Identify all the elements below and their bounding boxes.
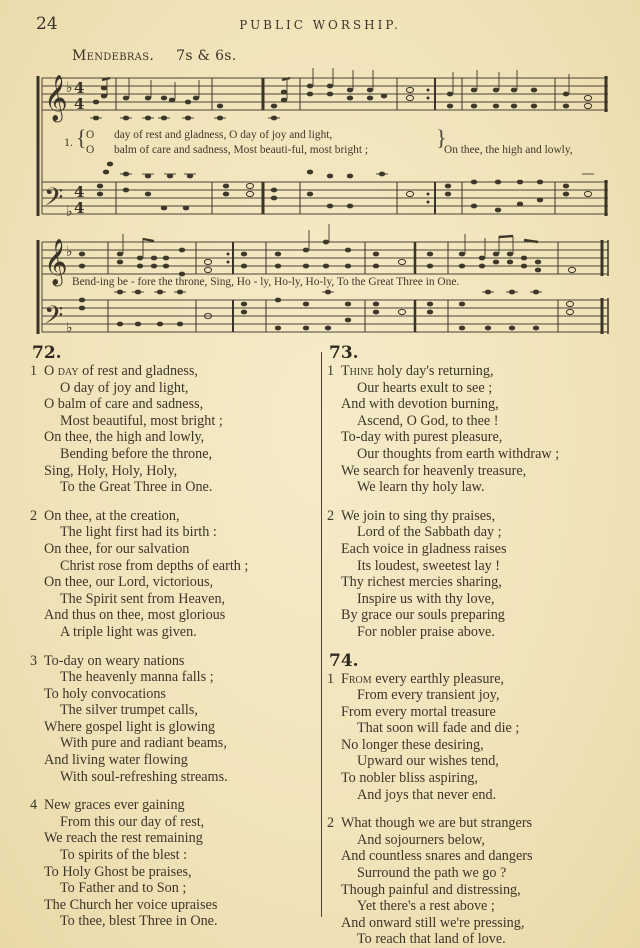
verse-line: We reach the rest remaining [44, 830, 203, 847]
column-divider [321, 352, 322, 917]
verse-line: To spirits of the blest : [60, 847, 188, 864]
verse-line: To Holy Ghost be praises, [44, 863, 192, 880]
svg-text:♭: ♭ [66, 244, 73, 260]
verse-line: The Church her voice upraises [44, 896, 218, 913]
verse-line: To holy convocations [44, 685, 166, 702]
verse-line: The heavenly manna falls ; [60, 669, 214, 686]
stanza-2 [30, 508, 310, 641]
verse-line: Each voice in gladness raises [341, 540, 507, 557]
verse-line: Christ rose from depths of earth ; [60, 557, 249, 574]
verse-line: Surround the path we go ? [357, 865, 507, 882]
verse-line: Though painful and distressing, [341, 881, 521, 898]
stanza-4 [30, 797, 310, 930]
verse-line: 1 O day of rest and gladness, [30, 363, 198, 379]
tune-meter: 7s & 6s. [176, 48, 237, 64]
verse-line: And living water flowing [44, 752, 188, 769]
stanza-number: 2 [30, 507, 38, 524]
hymn-number: 72. [32, 343, 62, 363]
lyric-line-1a: O [86, 129, 95, 141]
verse-line: 2 What though we are but strangers [327, 815, 533, 832]
verse-line: Lord of the Sabbath day ; [357, 524, 502, 541]
stanza-2 [327, 815, 627, 948]
verse-line: 2 On thee, at the creation, [30, 507, 180, 524]
lyric-line-1b: day of rest and gladness, O day of joy and light, [114, 129, 333, 141]
verse-line: The silver trumpet calls, [60, 702, 198, 719]
verse-line: Ascend, O God, to thee ! [357, 412, 499, 429]
svg-text:4: 4 [74, 79, 85, 97]
verse-line: O day of joy and light, [60, 379, 189, 396]
verse-line: By grace our souls preparing [341, 607, 505, 624]
verse-line: Upward our wishes tend, [357, 753, 499, 770]
lyric-line-2b: balm of care and sadness, Most beauti-ful, most bright ; [114, 144, 369, 156]
verse-line: O balm of care and sadness, [44, 396, 204, 413]
svg-text:♭: ♭ [66, 204, 73, 220]
stanza-number: 1 [30, 363, 38, 379]
verse-line: For nobler praise above. [357, 623, 495, 640]
verse-line: On thee, the high and lowly, [44, 429, 205, 446]
stanza-1 [327, 363, 627, 496]
system1-bass-staff [42, 182, 608, 214]
music-score [30, 64, 620, 344]
verse-line: And onward still we're pressing, [341, 914, 525, 931]
verse-line: To-day with purest pleasure, [341, 429, 503, 446]
verse-line: And sojourners below, [357, 831, 485, 848]
lyric-line-2a: O [86, 144, 95, 156]
stanza-number: 2 [327, 815, 335, 832]
lyric-line-system2: Bend-ing be - fore the throne, Sing, Ho - ly, Ho-ly, Ho-ly, To the Great Three in One. [72, 276, 460, 288]
verse-line: The light first had its birth : [60, 524, 217, 541]
verse-line: To the Great Three in One. [60, 479, 213, 496]
svg-text:4: 4 [74, 199, 85, 217]
verse-line: Thy richest mercies sharing, [341, 574, 502, 591]
treble-clef-icon: 𝄞 [44, 75, 68, 121]
verse-line: To nobler bliss aspiring, [341, 770, 478, 787]
stanza-2 [327, 508, 627, 641]
stanza-1 [327, 671, 627, 804]
left-column [30, 343, 310, 930]
stanza-1 [30, 363, 310, 496]
running-head: PUBLIC WORSHIP. [239, 18, 401, 32]
verse-line: 1 Thine holy day's returning, [327, 363, 494, 379]
verse-line: Yet there's a rest above ; [357, 898, 495, 915]
verse-line: Where gospel light is glowing [44, 718, 216, 735]
verse-line: We search for heavenly treasure, [341, 462, 527, 479]
verse-line: From every transient joy, [357, 687, 500, 704]
verse-line: 1 From every earthly pleasure, [327, 670, 505, 687]
verse-line: No longer these desiring, [341, 736, 484, 753]
svg-text:4: 4 [74, 183, 85, 201]
svg-text:♭: ♭ [66, 320, 73, 336]
verse-line: We learn thy holy law. [357, 479, 485, 496]
svg-text:4: 4 [74, 95, 85, 113]
tune-name: Mendebras. [72, 48, 155, 64]
verse-line: That soon will fade and die ; [357, 720, 520, 737]
tune-title [72, 48, 237, 64]
hymn-72 [30, 343, 310, 930]
lyric-continuation: On thee, the high and lowly, [444, 144, 573, 156]
verse-line: Most beautiful, most bright ; [60, 412, 223, 429]
hymn-74 [327, 651, 627, 948]
verse-line: A triple light was given. [60, 623, 197, 640]
stanza-number: 1 [327, 363, 335, 379]
verse-line: Sing, Holy, Holy, Holy, [44, 462, 178, 479]
verse-line: From every mortal treasure [341, 703, 496, 720]
verse-line: With pure and radiant beams, [60, 735, 227, 752]
hymn-number: 73. [329, 343, 359, 363]
verse-line: And with devotion burning, [341, 396, 499, 413]
verse-line: And thus on thee, most glorious [44, 607, 226, 624]
svg-text:𝄢: 𝄢 [44, 301, 64, 336]
hymn-73 [327, 343, 627, 641]
stanza-number: 1 [327, 670, 335, 687]
verse-label: 1. [64, 135, 73, 149]
verse-line: 4 New graces ever gaining [30, 797, 185, 814]
verse-line: And countless snares and dangers [341, 848, 533, 865]
verse-line: From this our day of rest, [60, 813, 205, 830]
right-brace: } [436, 125, 447, 150]
verse-line: Inspire us with thy love, [357, 590, 495, 607]
system1-treble-staff [42, 78, 608, 110]
stanza-number: 2 [327, 507, 335, 524]
verse-line: 3 To-day on weary nations [30, 652, 185, 669]
verse-line: The Spirit sent from Heaven, [60, 590, 226, 607]
verse-line: Its loudest, sweetest lay ! [357, 557, 501, 574]
hymn-number: 74. [329, 650, 359, 671]
verse-line: 2 We join to sing thy praises, [327, 507, 496, 524]
verse-line: To thee, blest Three in One. [60, 913, 218, 930]
verse-line: On thee, our Lord, victorious, [44, 574, 214, 591]
stanza-number: 3 [30, 652, 38, 669]
stanza-3 [30, 653, 310, 786]
verse-line: Bending before the throne, [60, 445, 213, 462]
right-column [327, 343, 627, 948]
left-brace: { [76, 125, 87, 150]
verse-line: And joys that never end. [357, 786, 497, 803]
page-number: 24 [36, 14, 58, 34]
verse-line: On thee, for our salvation [44, 540, 190, 557]
svg-text:𝄞: 𝄞 [44, 239, 68, 285]
verse-line: Our hearts exult to see ; [357, 379, 493, 396]
verse-line: To reach that land of love. [357, 931, 506, 948]
verse-line: With soul-refreshing streams. [60, 768, 228, 785]
bass-clef-icon: 𝄢 [44, 183, 64, 218]
verse-line: To Father and to Son ; [60, 880, 187, 897]
svg-text:♭: ♭ [66, 80, 73, 96]
stanza-number: 4 [30, 797, 38, 814]
verse-line: Our thoughts from earth withdraw ; [357, 445, 560, 462]
